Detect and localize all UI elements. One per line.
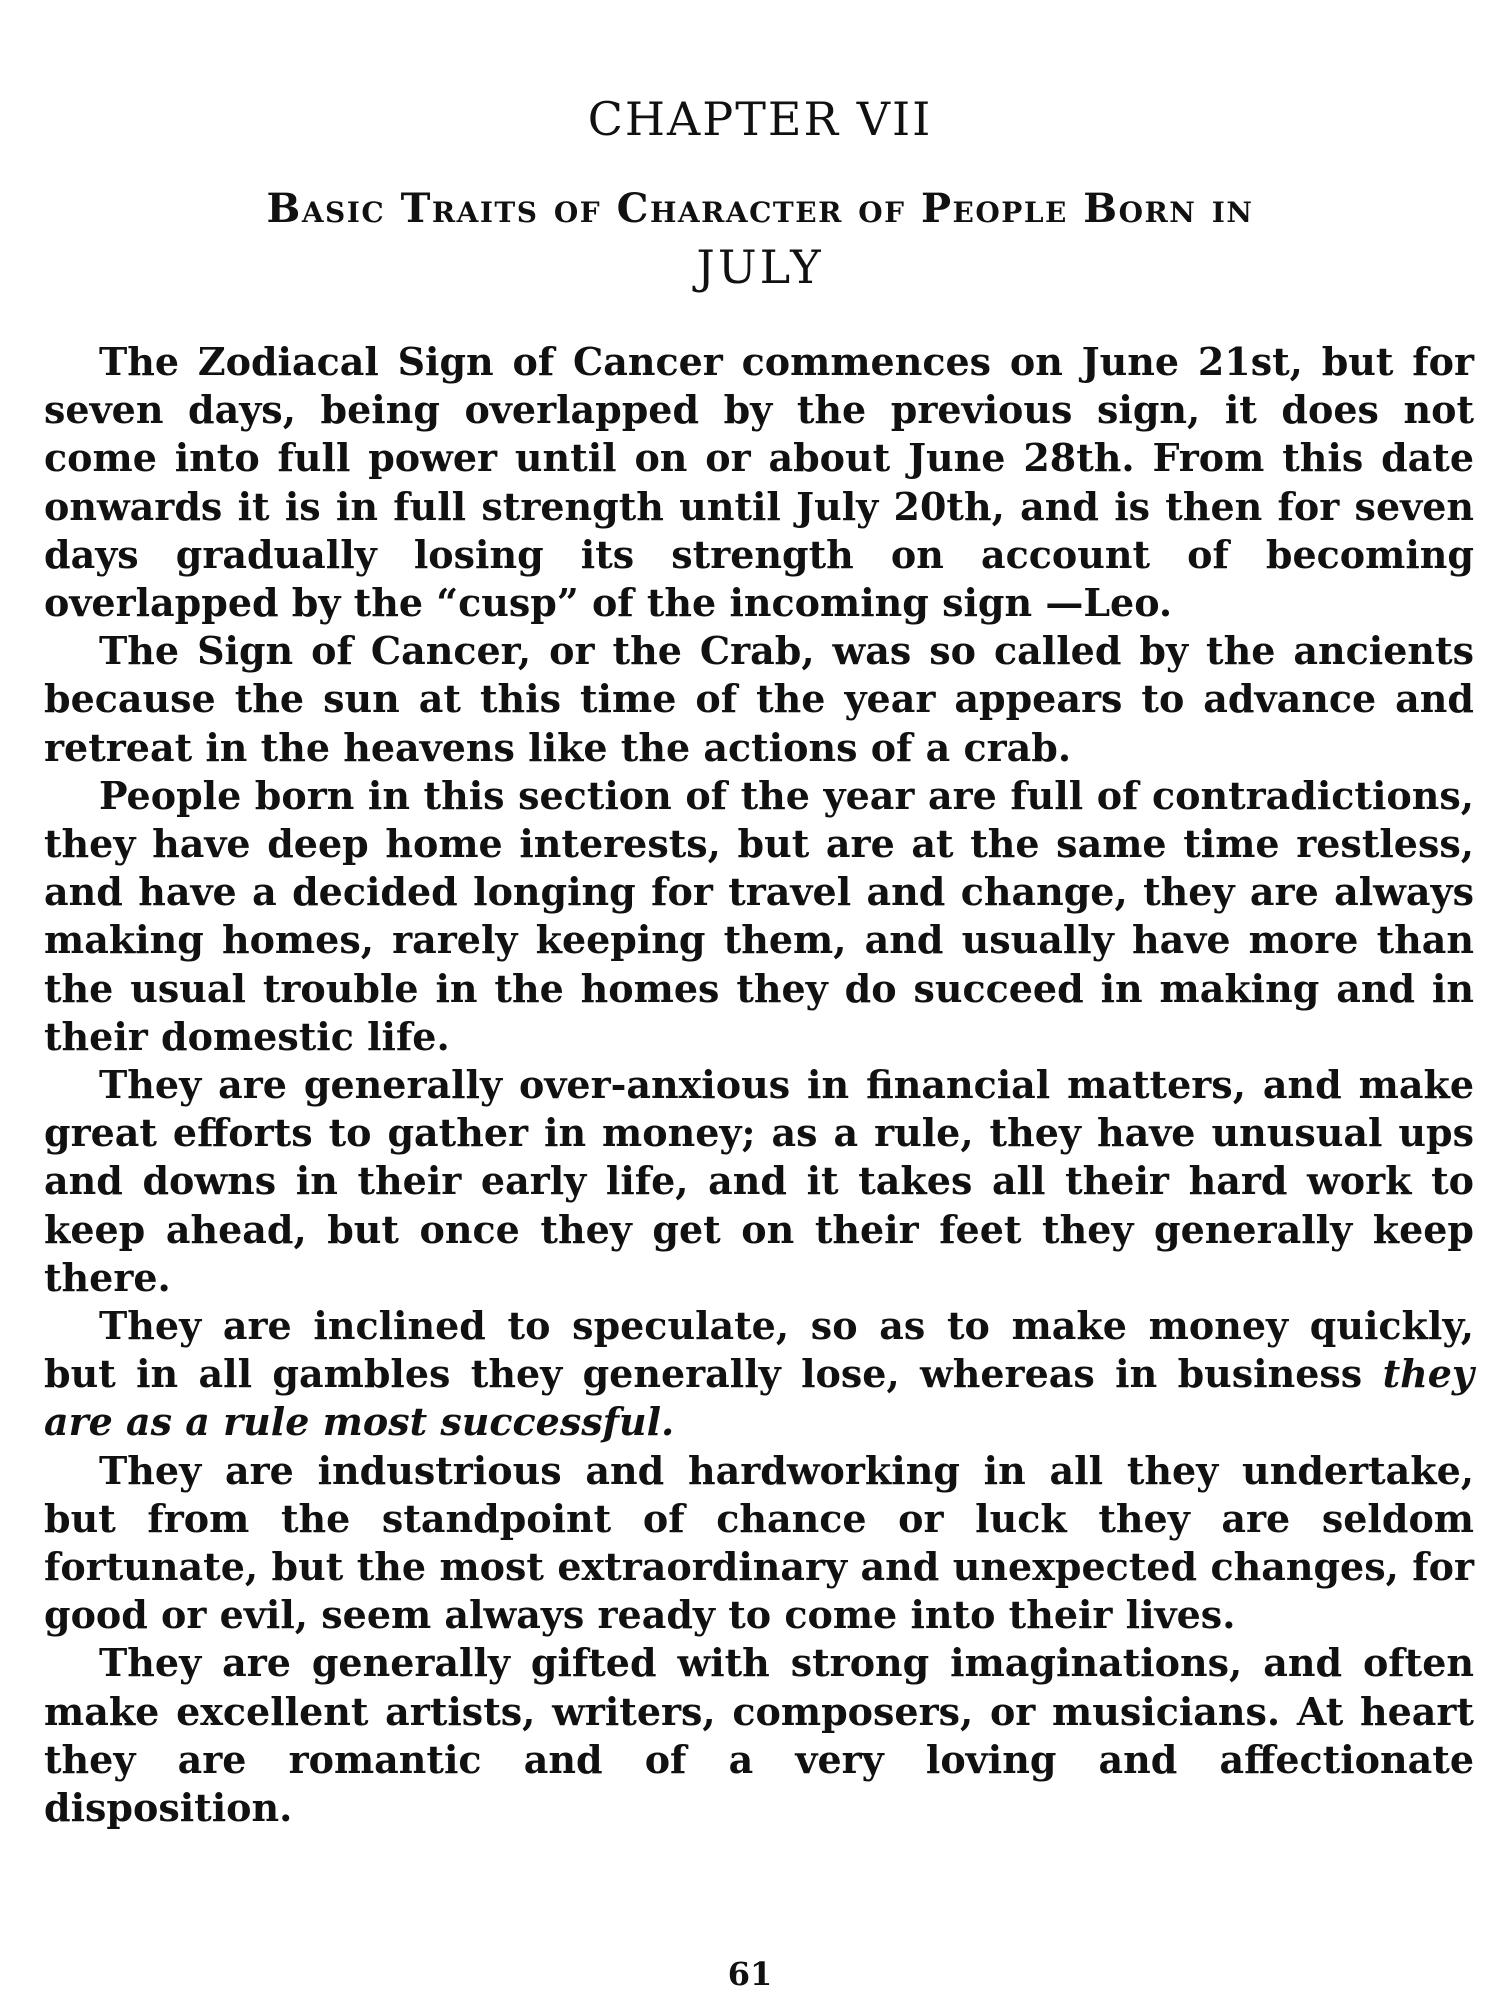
chapter-heading: CHAPTER VII [587, 92, 933, 146]
paragraph-4: They are generally over-anxious in financial matters, and make great efforts to gather in money; as a rule, they have unusual ups and downs in their early life, and it takes all their hard work to keep ahead, but once they get on their feet they generally keep there. [44, 1062, 1474, 1300]
paragraph-5-italic: they are as a rule most successful. [44, 1351, 1474, 1445]
paragraph-5-text: They are inclined to speculate, so as to make money quickly, but in all gambles they generally lose, whereas in business [44, 1303, 1474, 1397]
paragraph-1: The Zodiacal Sign of Cancer commences on June 21st, but for seven days, being overlapped by the previous sign, it does not come into full power until on or about June 28th. From this date onwards it is in full strength until July 20th, and is then for seven days gradually losing its strength on account of becoming overlapped by the “cusp” of the incoming sign —Leo. [44, 339, 1474, 626]
paragraph-3: People born in this section of the year are full of contradictions, they have deep home interests, but are at the same time restless, and have a decided longing for travel and change, they are always making homes, rarely keeping them, and usually have more than the usual trouble in the homes they do succeed in making and in their domestic life. [44, 772, 1474, 1059]
paragraph-5 [44, 1302, 1474, 1447]
paragraph-6: They are industrious and hardworking in all they undertake, but from the standpoint of chance or luck they are seldom fortunate, but the most extraordinary and unexpected changes, for good or evil, seem always ready to come into their lives. [44, 1447, 1474, 1638]
page-number: 61 [727, 1955, 773, 1993]
chapter-month: JULY [696, 240, 824, 294]
paragraph-7: They are generally gifted with strong imaginations, and often make excellent artists, writers, composers, or musicians. At heart they are romantic and of a very loving and affectionate disposition. [44, 1640, 1474, 1831]
chapter-title: Basic Traits of Character of People Born in [266, 185, 1254, 232]
paragraph-2: The Sign of Cancer, or the Crab, was so called by the ancients because the sun at this time of the year appears to advance and retreat in the heavens like the actions of a crab. [44, 628, 1474, 770]
chapter-body [44, 338, 1474, 1832]
